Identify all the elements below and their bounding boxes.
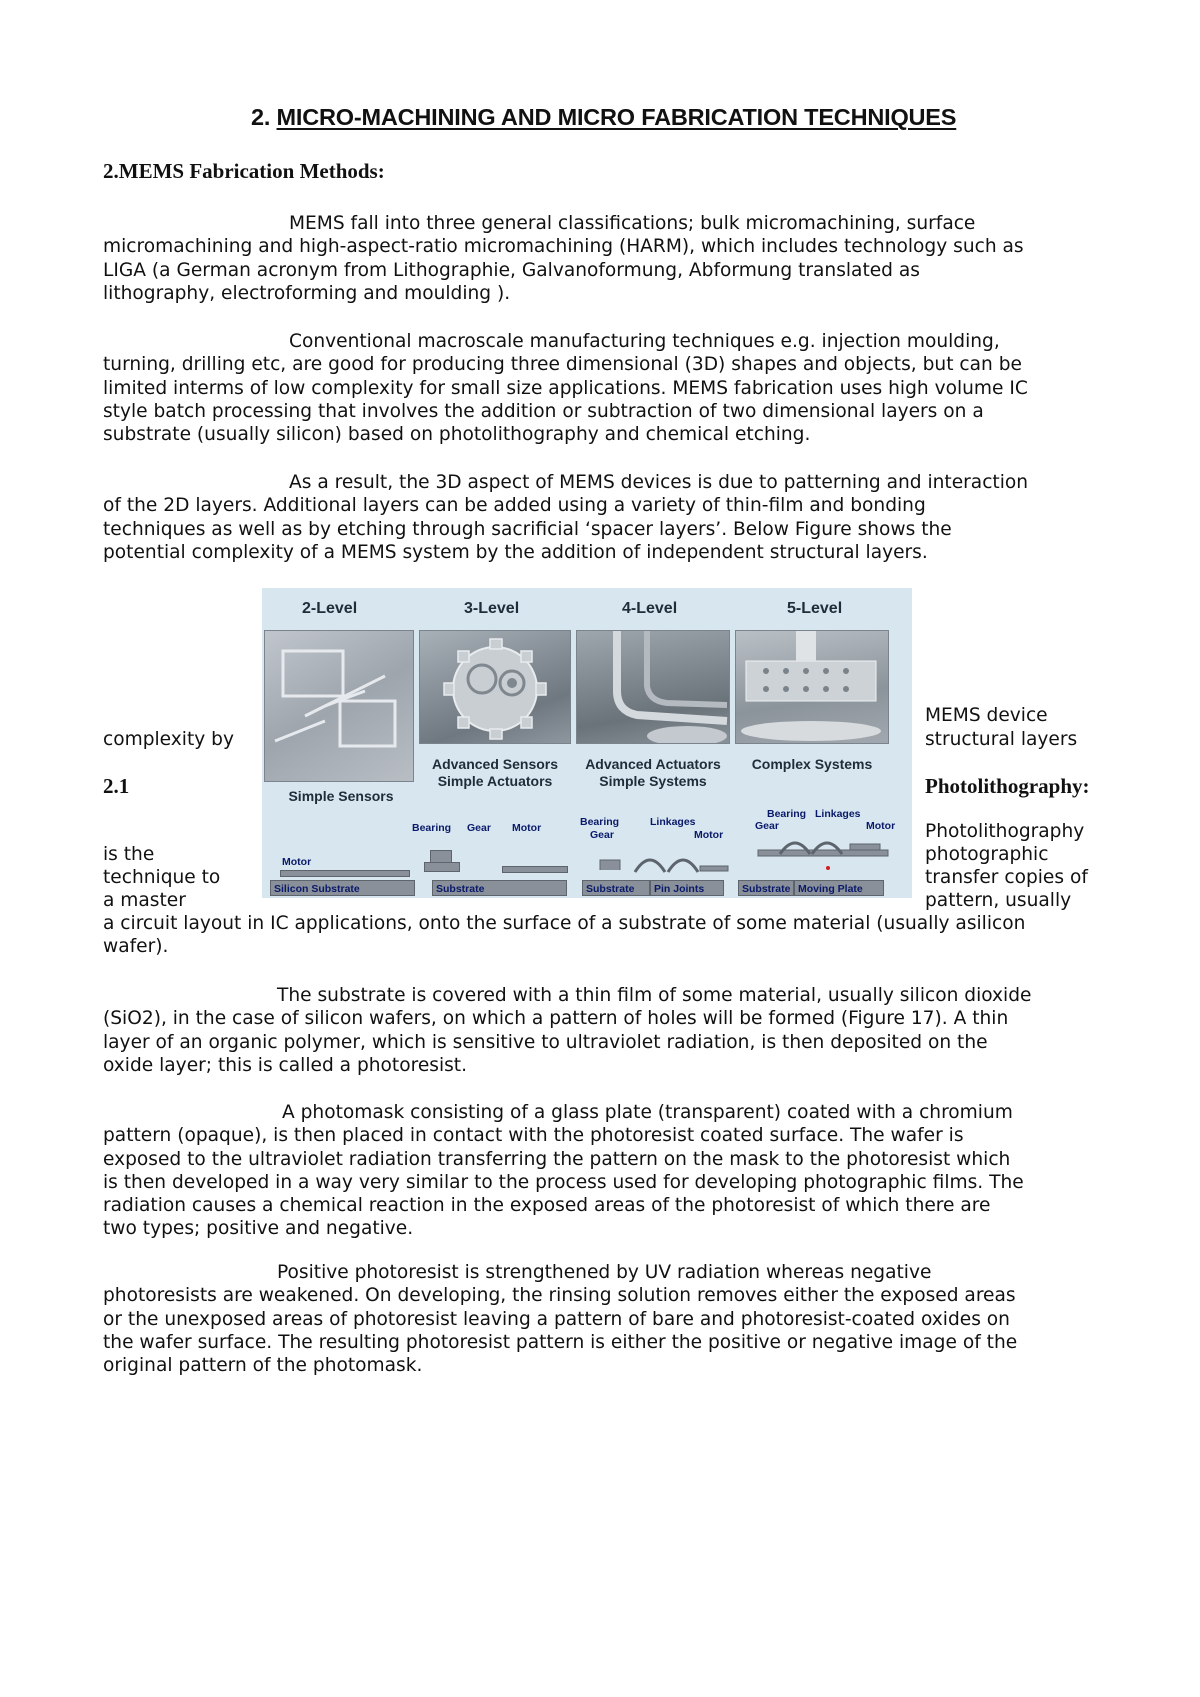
- text-line: (SiO2), in the case of silicon wafers, on which a pattern of holes will be formed (Figure 17). A thin: [103, 1008, 1009, 1030]
- level-label: 5-Level: [787, 600, 843, 617]
- wrap-text-right: MEMS device: [925, 705, 1048, 726]
- micrograph-sensor-image: [265, 631, 413, 781]
- label-substrate: Substrate: [738, 880, 794, 896]
- wrap-text-right: photographic: [925, 844, 1049, 865]
- caption-text: Advanced Sensors Simple Actuators: [431, 756, 559, 789]
- text-line: of the 2D layers. Additional layers can be added using a variety of thin-film and bonding: [103, 495, 926, 517]
- text-line: LIGA (a German acronym from Lithographie, Galvanoformung, Abformung translated as: [103, 259, 920, 281]
- section-heading-photolithography: Photolithography:: [925, 774, 1090, 798]
- caption-complex-systems: [737, 756, 887, 773]
- label-motor: Motor: [512, 822, 542, 834]
- label-linkages: Linkages: [815, 808, 861, 820]
- label-motor: Motor: [282, 856, 312, 868]
- text-line: substrate (usually silicon) based on photolithography and chemical etching.: [103, 424, 811, 446]
- text-line: Positive photoresist is strengthened by UV radiation whereas negative: [277, 1262, 932, 1283]
- caption-advanced-actuators: [578, 756, 728, 790]
- title-number: 2.: [251, 104, 271, 130]
- section-heading: 2.MEMS Fabrication Methods:: [103, 159, 385, 183]
- wrap-text-left: a master: [103, 890, 186, 911]
- micrograph-4-level: [576, 630, 730, 744]
- text-line: photoresists are weakened. On developing, the rinsing solution removes either the exposed areas: [103, 1285, 1016, 1307]
- text-line: limited interms of low complexity for small size applications. MEMS fabrication uses high volume IC: [103, 377, 1028, 399]
- text-line: Conventional macroscale manufacturing techniques e.g. injection moulding,: [289, 331, 1000, 352]
- paragraph-3d-aspect: [103, 471, 1103, 564]
- wrap-text-right: transfer copies of: [925, 867, 1088, 888]
- label-moving-plate: Moving Plate: [794, 880, 884, 896]
- text-line: original pattern of the photomask.: [103, 1355, 423, 1377]
- wrap-text-right: structural layers: [925, 729, 1078, 750]
- caption-advanced-sensors: [422, 756, 568, 790]
- label-motor: Motor: [694, 829, 724, 841]
- text-line: turning, drilling etc, are good for producing three dimensional (3D) shapes and objects, but can be: [103, 354, 1022, 376]
- micrograph-system-image: [736, 631, 888, 743]
- label-silicon-substrate: Silicon Substrate: [270, 880, 415, 896]
- wrap-text-left: is the: [103, 844, 155, 865]
- text-line: or the unexposed areas of photoresist leaving a pattern of bare and photoresist-coated oxides on: [103, 1308, 1010, 1330]
- text-line: wafer).: [103, 936, 169, 958]
- micrograph-2-level: [264, 630, 414, 782]
- paragraph-photomask: [103, 1101, 1103, 1241]
- micrograph-5-level: [735, 630, 889, 744]
- cross-section-linkages: [580, 840, 730, 880]
- text-line: radiation causes a chemical reaction in the exposed areas of the photoresist of which there are: [103, 1195, 991, 1217]
- text-line: lithography, electroforming and moulding ).: [103, 282, 511, 304]
- text-line: layer of an organic polymer, which is sensitive to ultraviolet radiation, is then deposited on the: [103, 1031, 988, 1053]
- level-label: 3-Level: [464, 600, 520, 617]
- paragraph-circuit-layout: [103, 912, 1103, 959]
- paragraph-substrate: [103, 984, 1103, 1077]
- label-motor: Motor: [866, 820, 896, 832]
- label-bearing: Bearing: [412, 822, 452, 834]
- wrap-text-right: pattern, usually: [925, 890, 1072, 911]
- title-text: MICRO-MACHINING AND MICRO FABRICATION TECHNIQUES: [276, 104, 957, 130]
- wrap-text-left: complexity by: [103, 729, 234, 750]
- layer-motor: [280, 870, 410, 877]
- paragraph-mems-classifications: [103, 212, 1103, 305]
- text-line: potential complexity of a MEMS system by the addition of independent structural layers.: [103, 541, 928, 563]
- page-title: [251, 104, 1051, 131]
- text-line: A photomask consisting of a glass plate (transparent) coated with a chromium: [282, 1102, 1013, 1123]
- text-line: As a result, the 3D aspect of MEMS devices is due to patterning and interaction: [289, 472, 1029, 493]
- label-linkages: Linkages: [650, 816, 696, 828]
- text-line: The substrate is covered with a thin film of some material, usually silicon dioxide: [277, 985, 1032, 1006]
- text-line: two types; positive and negative.: [103, 1218, 414, 1240]
- text-line: micromachining and high-aspect-ratio micromachining (HARM), which includes technology such as: [103, 236, 1024, 258]
- text-line: is then developed in a way very similar to the process used for developing photographic films. The: [103, 1171, 1024, 1193]
- label-gear: Gear: [755, 820, 779, 832]
- wrap-text-right: Photolithography: [925, 821, 1085, 842]
- label-substrate: Substrate: [582, 880, 650, 896]
- paragraph-conventional-techniques: [103, 330, 1103, 446]
- text-line: exposed to the ultraviolet radiation transferring the pattern on the mask to the photoresist which: [103, 1148, 1011, 1170]
- text-line: style batch processing that involves the addition or subtraction of two dimensional layers on a: [103, 400, 984, 422]
- text-line: oxide layer; this is called a photoresist.: [103, 1054, 468, 1076]
- micrograph-actuator-image: [577, 631, 729, 743]
- paragraph-positive-photoresist: [103, 1261, 1103, 1377]
- cross-section-complex: [750, 830, 900, 876]
- caption-text: Advanced Actuators Simple Systems: [585, 756, 721, 789]
- text-line: MEMS fall into three general classifications; bulk micromachining, surface: [289, 213, 976, 234]
- caption-text: Simple Sensors: [288, 788, 394, 804]
- label-bearing: Bearing: [580, 816, 620, 828]
- text-line: pattern (opaque), is then placed in contact with the photoresist coated surface. The wafer is: [103, 1125, 964, 1147]
- label-substrate: Substrate: [432, 880, 567, 896]
- micrograph-3-level: [419, 630, 571, 744]
- text-line: techniques as well as by etching through sacrificial ‘spacer layers’. Below Figure shows the: [103, 518, 952, 540]
- text-line: a circuit layout in IC applications, onto the surface of a substrate of some material (usually asilicon: [103, 913, 1026, 934]
- caption-simple-sensors: [266, 788, 416, 805]
- wrap-text-left: technique to: [103, 867, 221, 888]
- text-line: the wafer surface. The resulting photoresist pattern is either the positive or negative image of the: [103, 1331, 1018, 1353]
- label-gear: Gear: [590, 829, 614, 841]
- micrograph-gear-image: [420, 631, 570, 743]
- mems-levels-figure: [262, 588, 912, 898]
- level-label: 4-Level: [622, 600, 678, 617]
- layer-gear: [424, 862, 460, 872]
- label-gear: Gear: [467, 822, 491, 834]
- label-bearing: Bearing: [767, 808, 807, 820]
- caption-text: Complex Systems: [751, 756, 873, 772]
- layer-motor: [502, 866, 568, 873]
- label-pin-joints: Pin Joints: [650, 880, 724, 896]
- level-label: 2-Level: [302, 600, 358, 617]
- section-number: 2.1: [103, 774, 130, 798]
